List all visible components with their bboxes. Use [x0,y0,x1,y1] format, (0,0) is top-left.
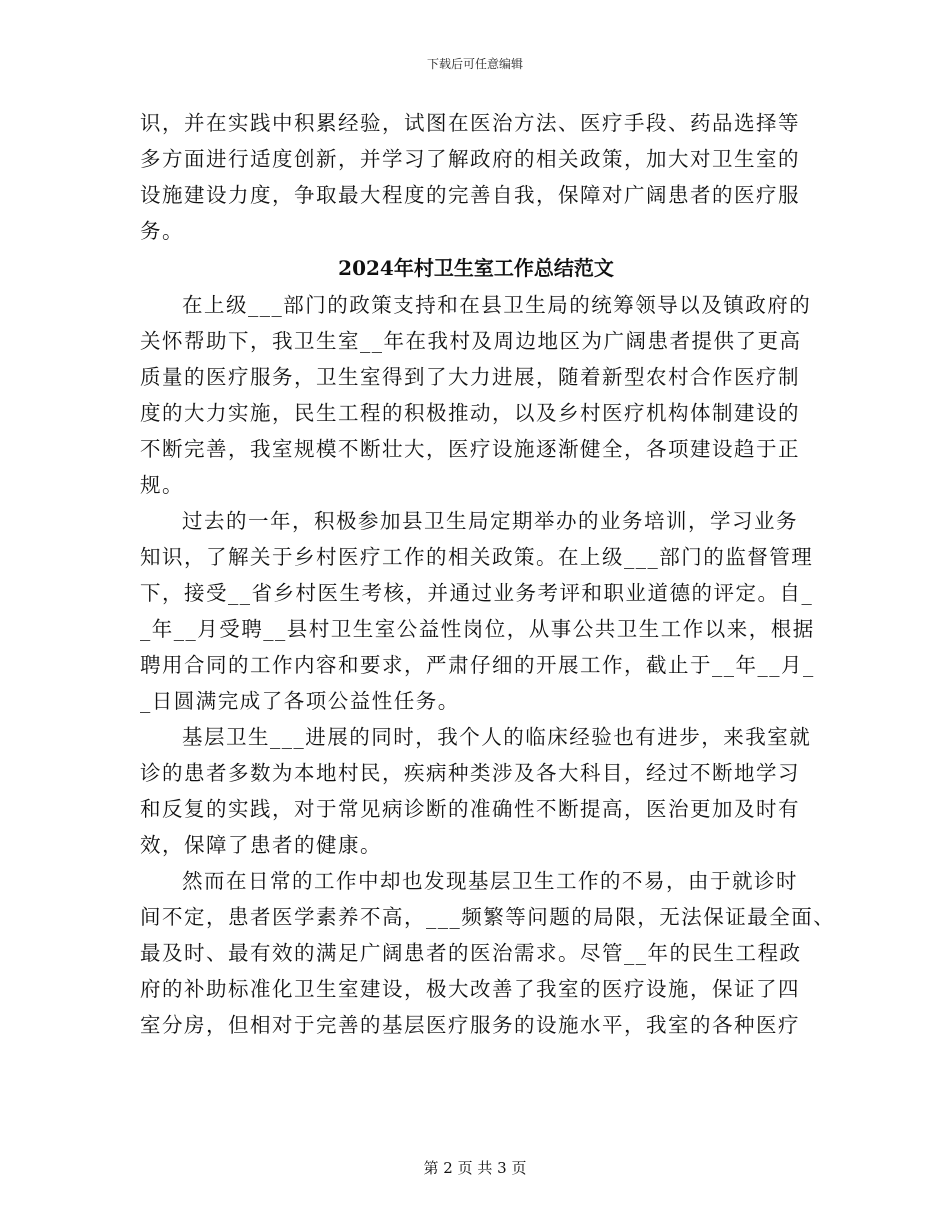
text-line: 效，保障了患者的健康。 [140,833,382,857]
text-line: 下，接受__省乡村医生考核，并通过业务考评和职业道德的评定。自_ [140,581,814,605]
paragraph-2 [140,503,830,719]
paragraph-1 [140,287,830,503]
page-number: 第 2 页 共 3 页 [423,1159,527,1177]
text-line: 然而在日常的工作中却也发现基层卫生工作的不易，由于就诊时 [182,869,798,893]
text-line: 在上级___部门的政策支持和在县卫生局的统筹领导以及镇政府的 [182,293,812,317]
text-line: 室分房，但相对于完善的基层医疗服务的设施水平，我室的各种医疗 [140,1013,800,1037]
paragraph-3 [140,719,830,863]
page-header-note: 下载后可任意编辑 [426,57,523,71]
text-line: 识，并在实践中积累经验，试图在医治方法、医疗手段、药品选择等 [140,111,800,135]
text-line: 聘用合同的工作内容和要求，严肃仔细的开展工作，截止于__年__月_ [140,653,815,677]
text-line: 规。 [140,473,184,497]
text-line: 不断完善，我室规模不断壮大，医疗设施逐渐健全，各项建设趋于正 [140,437,800,461]
text-line: 间不定，患者医学素养不高，___频繁等问题的局限，无法保证最全面、 [140,905,836,929]
document-title: 2024年村卫生室工作总结范文 [338,256,614,280]
text-line: 设施建设力度，争取最大程度的完善自我，保障对广阔患者的医疗服 [140,183,800,207]
text-line: 关怀帮助下，我卫生室__年在我村及周边地区为广阔患者提供了更高 [140,329,802,353]
text-line: 度的大力实施，民生工程的积极推动，以及乡村医疗机构体制建设的 [140,401,800,425]
text-line: 诊的患者多数为本地村民，疾病种类涉及各大科目，经过不断地学习 [140,761,800,785]
text-line: 基层卫生___进展的同时，我个人的临床经验也有进步，来我室就 [182,725,812,749]
intro-paragraph [140,105,830,249]
text-line: 务。 [140,219,184,243]
document-body [140,105,836,1043]
text-line: 多方面进行适度创新，并学习了解政府的相关政策，加大对卫生室的 [140,147,800,171]
text-line: 和反复的实践，对于常见病诊断的准确性不断提高，医治更加及时有 [140,797,800,821]
text-line: 过去的一年，积极参加县卫生局定期举办的业务培训，学习业务 [182,509,798,533]
text-line: 质量的医疗服务，卫生室得到了大力进展，随着新型农村合作医疗制 [140,365,800,389]
text-line: 府的补助标准化卫生室建设，极大改善了我室的医疗设施，保证了四 [140,977,800,1001]
text-line: _年__月受聘__县村卫生室公益性岗位，从事公共卫生工作以来，根据 [140,617,815,641]
text-line: 最及时、最有效的满足广阔患者的医治需求。尽管__年的民生工程政 [140,941,802,965]
paragraph-4 [140,863,836,1043]
text-line: 知识，了解关于乡村医疗工作的相关政策。在上级___部门的监督管理 [140,545,814,569]
text-line: _日圆满完成了各项公益性任务。 [140,689,460,713]
